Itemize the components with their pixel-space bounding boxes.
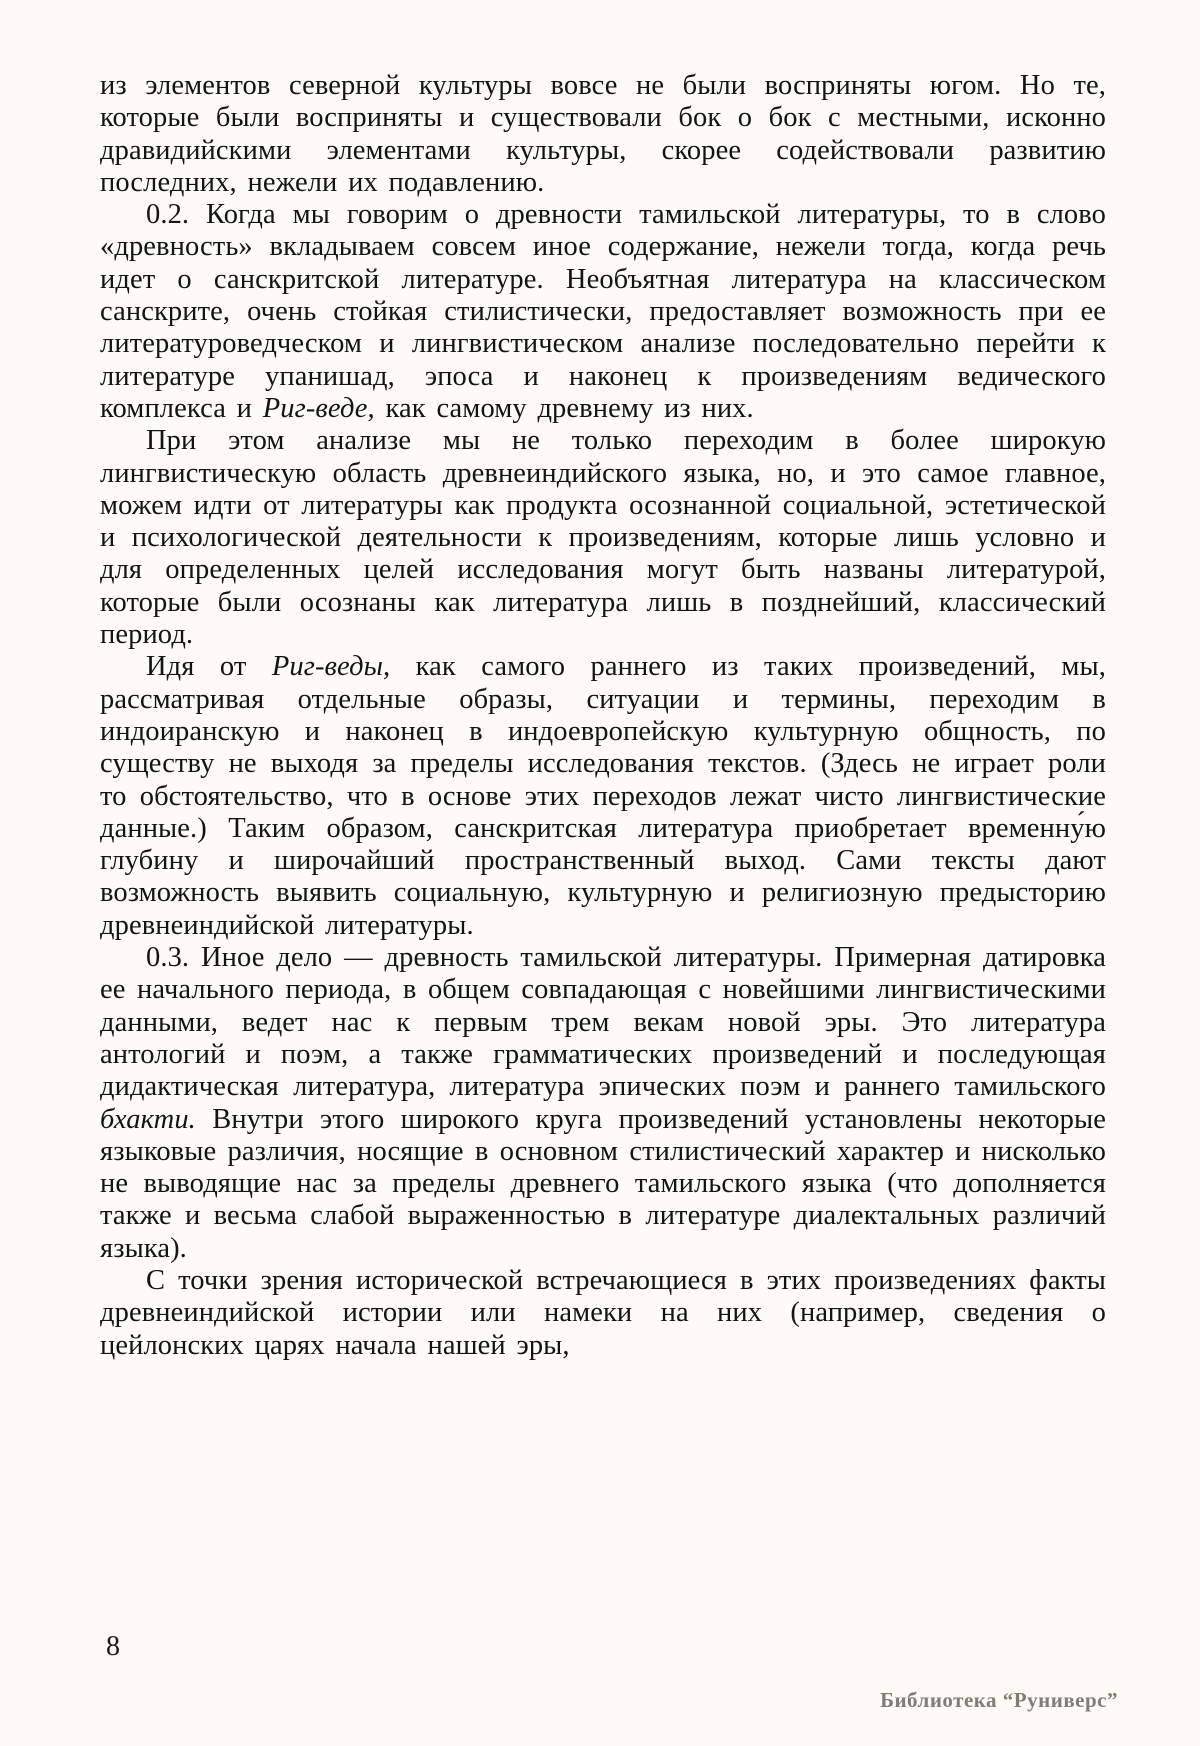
italic-term: Риг-веде, [262,392,375,424]
italic-term: бхакти. [100,1103,196,1135]
text-run: как самому древнему из них. [374,392,754,424]
text-run: как самого раннего из таких произведений, мы, рассматривая отдельные образы, ситуации и термины, переходим в индоиранскую и наконец в индоевропейскую культурную общность, по существу не выходя за пределы исследования текстов. (Здесь не играет роли то обстоятельство, что в основе этих переходов лежат чисто лингвистические данные.) Таким образом, санскритская литература приобретает временну́ю глубину и широчайший пространственный выход. Сами тексты дают возможность выявить социальную, культурную и религиозную предысторию древнеиндийской литературы. [100,651,1106,941]
text-run: 0.3. Иное дело — древность тамильской литературы. Примерная датировка ее начального периода, в общем совпадающая с новейшими лингвистическими данными, ведет нас к первым трем векам новой эры. Это литература антологий и поэм, а также грамматических произведений и последующая дидактическая литература, литература эпических поэм и раннего тамильского [100,942,1106,1103]
text-run: из элементов северной культуры вовсе не были восприняты югом. Но те, которые были восприняты и существовали бок о бок с местными, исконно дравидийскими элементами культуры, скорее содействовали развитию последних, нежели их подавлению. [100,70,1106,198]
text-block [100,70,1106,1362]
italic-term: Риг-веды, [271,651,391,683]
library-watermark: Библиотека “Руниверс” [880,1688,1118,1712]
text-run: Внутри этого широкого круга произведений установлены некоторые языковые различия, носящие в основном стилистический характер и нисколько не выводящие нас за пределы древнего тамильского языка (что дополняется также и весьма слабой выраженностью в литературе диалектальных различий языка). [100,1103,1106,1264]
paragraph [100,199,1106,425]
page-number: 8 [106,1631,120,1662]
text-run: 0.2. Когда мы говорим о древности тамильской литературы, то в слово «древность» вкладываем совсем иное содержание, нежели тогда, когда речь идет о санскритской литературе. Необъятная литература на классическом санскрите, очень стойкая стилистически, предоставляет возможность при ее литературоведческом и лингвистическом анализе последовательно перейти к литературе упанишад, эпоса и наконец к произведениям ведического комплекса и [100,199,1106,424]
paragraph [100,1265,1106,1362]
text-run: С точки зрения исторической встречающиеся в этих произведениях факты древнеиндийской истории или намеки на них (например, сведения о цейлонских царях начала нашей эры, [100,1264,1106,1361]
paragraph [100,651,1106,942]
paragraph [100,70,1106,199]
paragraph [100,425,1106,651]
paragraph [100,942,1106,1265]
text-run: При этом анализе мы не только переходим в более широкую лингвистическую область древнеиндийского языка, но, и это самое главное, можем идти от литературы как продукта осознанной социальной, эстетической и психологической деятельности к произведениям, которые лишь условно и для определенных целей исследования могут быть названы литературой, которые были осознаны как литература лишь в позднейший, классический период. [100,425,1106,651]
text-run: Идя от [146,651,272,683]
